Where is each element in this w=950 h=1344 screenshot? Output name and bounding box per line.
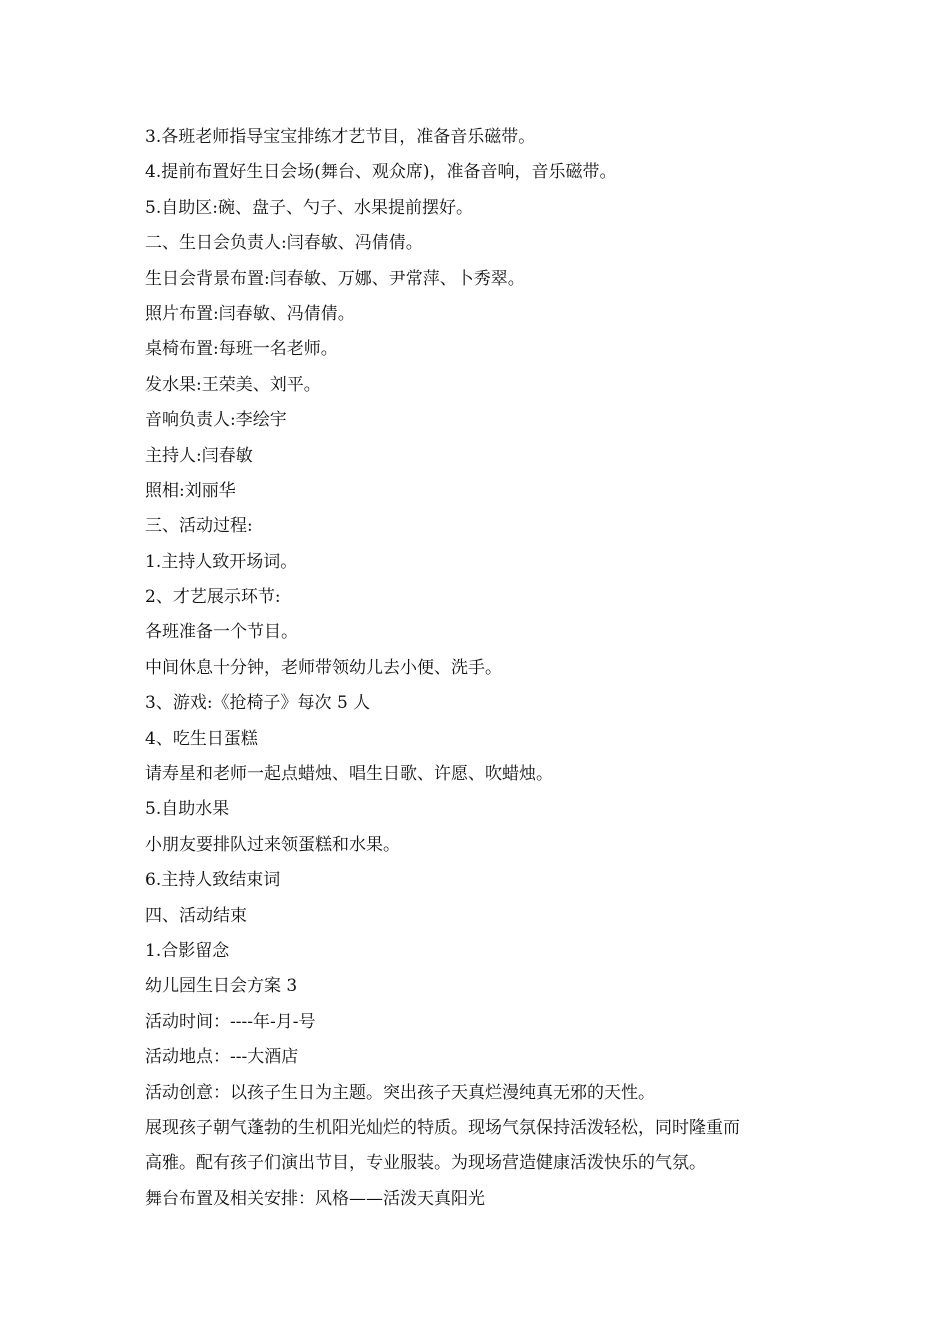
- text-line: 照片布置:闫春敏、冯倩倩。: [145, 303, 355, 324]
- text-line: 2、才艺展示环节:: [145, 587, 281, 608]
- text-line: 照相:刘丽华: [145, 480, 236, 501]
- text-line: 舞台布置及相关安排：风格——活泼天真阳光: [145, 1188, 485, 1209]
- text-line: 活动地点：---大酒店: [145, 1047, 299, 1068]
- text-line: 请寿星和老师一起点蜡烛、唱生日歌、许愿、吹蜡烛。: [145, 764, 553, 785]
- text-line: 活动创意：以孩子生日为主题。突出孩子天真烂漫纯真无邪的天性。: [145, 1082, 655, 1103]
- text-line: 发水果:王荣美、刘平。: [145, 374, 321, 395]
- text-line: 3、游戏:《抢椅子》每次 5 人: [145, 693, 371, 714]
- text-line: 5.自助水果: [145, 799, 230, 820]
- text-line: 小朋友要排队过来领蛋糕和水果。: [145, 834, 400, 855]
- text-line: 1.合影留念: [145, 940, 230, 961]
- section-heading: 二、生日会负责人:闫春敏、冯倩倩。: [145, 233, 423, 254]
- text-line: 中间休息十分钟，老师带领幼儿去小便、洗手。: [145, 657, 502, 678]
- text-line: 5.自助区:碗、盘子、勺子、水果提前摆好。: [145, 197, 473, 218]
- text-line: 音响负责人:李绘宇: [145, 410, 287, 431]
- section-heading: 三、活动过程:: [145, 516, 253, 537]
- text-line: 4.提前布置好生日会场(舞台、观众席)，准备音响，音乐磁带。: [145, 162, 617, 183]
- text-line: 3.各班老师指导宝宝排练才艺节目，准备音乐磁带。: [145, 127, 536, 147]
- text-line: 主持人:闫春敏: [145, 445, 253, 466]
- text-line: 1.主持人致开场词。: [145, 551, 298, 572]
- text-line: 各班准备一个节目。: [145, 622, 298, 643]
- text-line: 展现孩子朝气蓬勃的生机阳光灿烂的特质。现场气氛保持活泼轻松，同时隆重而: [145, 1117, 740, 1138]
- text-line: 桌椅布置:每班一名老师。: [145, 339, 338, 360]
- text-line: 高雅。配有孩子们演出节目，专业服装。为现场营造健康活泼快乐的气氛。: [145, 1153, 706, 1174]
- text-line: 6.主持人致结束词: [145, 870, 281, 891]
- text-line: 活动时间：----年-月-号: [145, 1011, 316, 1032]
- document-title: 幼儿园生日会方案 3: [145, 976, 298, 997]
- document-page: [145, 120, 825, 1217]
- section-heading: 四、活动结束: [145, 905, 247, 926]
- text-line: 生日会背景布置:闫春敏、万娜、尹常萍、卜秀翠。: [145, 268, 525, 289]
- text-line: 4、吃生日蛋糕: [145, 728, 258, 749]
